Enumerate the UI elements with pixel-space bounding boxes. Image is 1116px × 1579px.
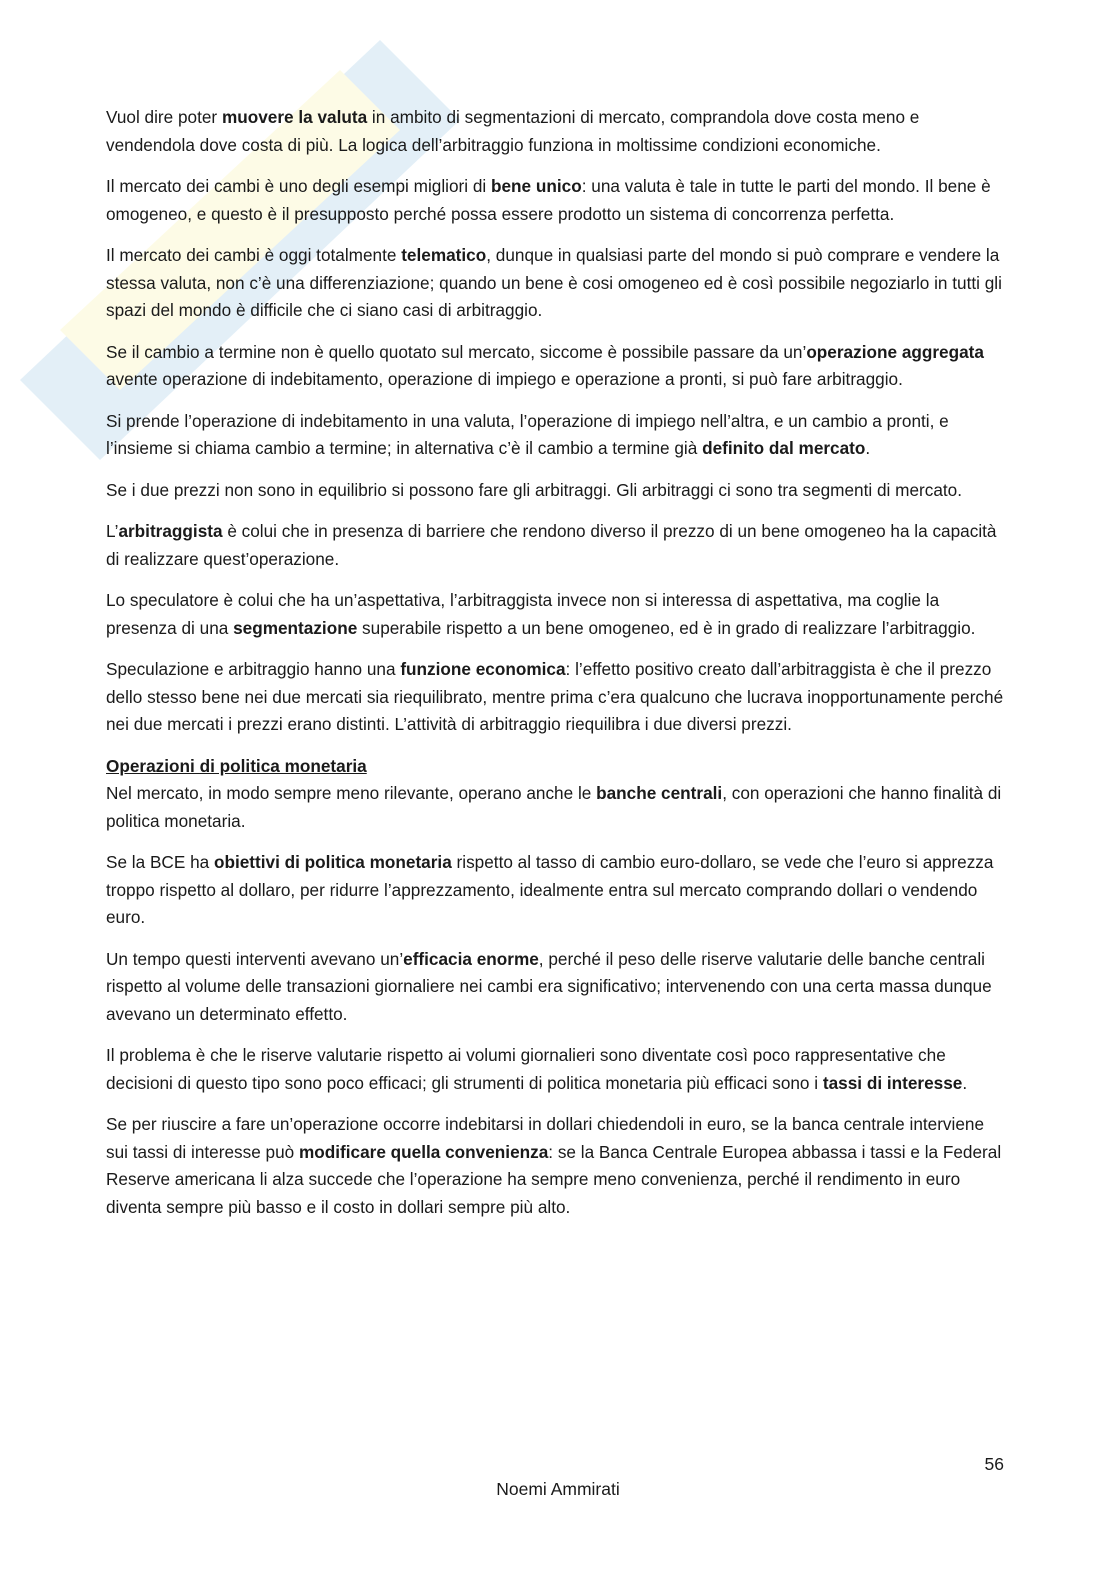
paragraph (106, 1042, 1006, 1097)
text-run: , con operazioni che hanno finalità di politica monetaria. (106, 783, 1002, 831)
paragraph (106, 339, 1006, 394)
text-run: : una valuta è tale in tutte le parti del mondo. Il bene è omogeneo, e questo è il presupposto perché possa essere prodotto un sistema di concorrenza perfetta. (106, 176, 991, 224)
document-body (106, 104, 1006, 1235)
text-run: Se i due prezzi non sono in equilibrio si possono fare gli arbitraggi. Gli arbitraggi ci sono tra segmenti di mercato. (106, 479, 963, 500)
bold-term: banche centrali (596, 783, 723, 803)
bold-term: definito dal mercato (702, 438, 866, 458)
section-heading: Operazioni di politica monetaria (106, 755, 367, 776)
text-run: è colui che in presenza di barriere che rendono diverso il prezzo di un bene omogeneo ha la capacità di realizzare quest’operazione. (106, 521, 997, 569)
text-run: L’ (106, 521, 119, 541)
text-run: Il mercato dei cambi è oggi totalmente (106, 245, 402, 265)
text-run: avente operazione di indebitamento, operazione di impiego e operazione a pronti, si può fare arbitraggio. (106, 369, 903, 389)
text-run: Speculazione e arbitraggio hanno una (106, 659, 401, 679)
bold-term: telematico (401, 245, 487, 265)
footer-author: Noemi Ammirati (496, 1479, 620, 1499)
text-run: , dunque in qualsiasi parte del mondo si può comprare e vendere la stessa valuta, non c’è una differenziazione; quando un bene è cosi omogeneo ed è così possibile negoziarlo in tutti gli spazi del mondo è difficile che ci siano casi di arbitraggio. (106, 245, 1002, 320)
paragraph (106, 946, 1006, 1029)
bold-term: obiettivi di politica monetaria (213, 852, 452, 872)
paragraph (106, 587, 1006, 642)
paragraph (106, 408, 1006, 463)
paragraph (106, 477, 1006, 505)
bold-term: funzione economica (400, 659, 566, 679)
bold-term: operazione aggregata (806, 341, 984, 362)
text-run: . (962, 1072, 968, 1093)
paragraph (106, 1111, 1006, 1221)
text-run: Il problema è che le riserve valutarie rispetto ai volumi giornalieri sono diventate così poco rappresentative che decisioni di questo tipo sono poco efficaci; gli strumenti di politica monetaria più efficaci sono i (106, 1045, 946, 1093)
paragraph (106, 518, 1006, 573)
paragraph (106, 104, 1006, 159)
text-run: Se il cambio a termine non è quello quotato sul mercato, siccome è possibile passare da un’ (106, 341, 807, 362)
text-run: rispetto al tasso di cambio euro-dollaro, se vede che l’euro si apprezza troppo rispetto al dollaro, per ridurre l’apprezzamento, idealmente entra sul mercato comprando dollari o vendendo euro. (106, 852, 994, 927)
paragraph (106, 849, 1006, 932)
text-run: Un tempo questi interventi avevano un’ (106, 948, 404, 969)
text-run: Il mercato dei cambi è uno degli esempi migliori di (106, 176, 491, 196)
text-run: Vuol dire poter (106, 107, 222, 127)
paragraph (106, 173, 1006, 228)
text-run: Se la BCE ha (106, 852, 214, 872)
text-run: : se la Banca Centrale Europea abbassa i tassi e la Federal Reserve americana li alza succede che l’operazione ha sempre meno convenienza, perché il rendimento in euro diventa sempre più basso e il costo in dollari sempre più alto. (106, 1141, 1002, 1217)
paragraph (106, 656, 1006, 739)
bold-term: tassi di interesse (822, 1072, 963, 1093)
text-run: Nel mercato, in modo sempre meno rilevante, operano anche le (106, 783, 597, 803)
bold-term: modificare quella convenienza (298, 1141, 549, 1162)
text-run: Se per riuscire a fare un’operazione occorre indebitarsi in dollari chiedendoli in euro, se la banca centrale interviene sui tassi di interesse può (106, 1114, 985, 1162)
text-run: in ambito di segmentazioni di mercato, comprandola dove costa meno e vendendola dove costa di più. La logica dell’arbitraggio funziona in moltissime condizioni economiche. (106, 107, 920, 155)
page-number: 56 (984, 1454, 1004, 1474)
text-run: superabile rispetto a un bene omogeneo, ed è in grado di realizzare l’arbitraggio. (357, 617, 976, 638)
paragraph (106, 780, 1006, 835)
section-paragraph-list (106, 780, 1006, 1221)
text-run: , perché il peso delle riserve valutarie delle banche centrali rispetto al volume delle transazioni giornaliere nei cambi era significativo; intervenendo con una certa massa dunque avevano un determinato effetto. (106, 948, 992, 1024)
bold-term: segmentazione (233, 617, 358, 638)
bold-term: bene unico (490, 176, 582, 196)
text-run: Lo speculatore è colui che ha un’aspettativa, l’arbitraggista invece non si interessa di aspettativa, ma coglie la presenza di una (106, 590, 940, 638)
text-run: Si prende l’operazione di indebitamento in una valuta, l’operazione di impiego nell’altra, e un cambio a pronti, e l’insieme si chiama cambio a termine; in alternativa c’è il cambio a termine già (106, 410, 949, 458)
text-run: . (865, 438, 871, 458)
paragraph (106, 242, 1006, 325)
bold-term: muovere la valuta (221, 107, 368, 127)
bold-term: arbitraggista (118, 521, 223, 541)
paragraph-list (106, 104, 1006, 739)
bold-term: efficacia enorme (403, 948, 539, 969)
text-run: : l’effetto positivo creato dall’arbitraggista è che il prezzo dello stesso bene nei due mercati sia riequilibrato, mentre prima c’era qualcuno che lucrava inopportunamente perché nei due mercati i prezzi erano distinti. L’attività di arbitraggio riequilibra i due diversi prezzi. (106, 659, 1004, 734)
